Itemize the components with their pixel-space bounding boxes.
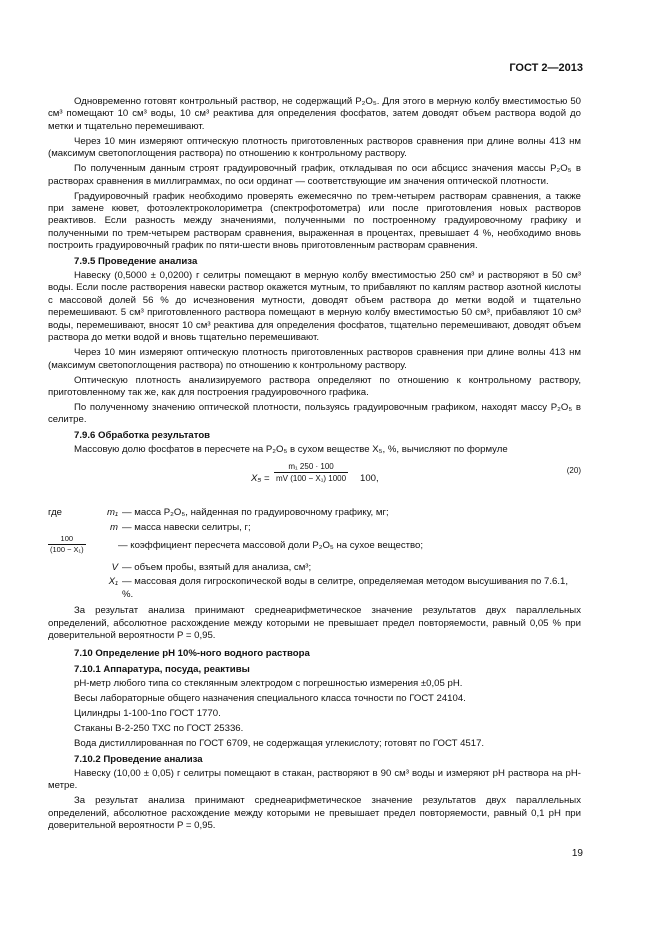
coefficient-fraction	[48, 533, 118, 560]
variable-description: — масса P₂O₅, найденная по градуировочному графику, мг;	[122, 507, 389, 519]
definition-row	[48, 576, 581, 601]
definition-row	[48, 507, 581, 519]
variable-description: — масса навески селитры, г;	[122, 521, 251, 533]
paragraph: Навеску (0,5000 ± 0,0200) г селитры помещают в мерную колбу вместимостью 250 см³ и растворяют в 50 см³ воды. Если после растворения навески раствор окажется мутным, то прибавляют по каплям раствор азотной кислоты с массовой долей 56 % до исчезновения мутности, доводят объем раствора до метки водой и тщательно перемешивают. 5 см³ приготовленного раствора помещают в мерную колбу вместимостью 50 см³, прибавляют 10 см³ воды, перемешивают, вносят 10 см³ реактива для определения фосфатов, тщательно перемешивают, доводят объем раствора до метки водой и вновь тщательно перемешивают.	[48, 270, 581, 344]
paragraph: Одновременно готовят контрольный раствор, не содержащий P₂O₅. Для этого в мерную колбу вместимостью 50 см³ помещают 10 см³ воды, 10 см³ реактива для определения фосфатов, затем доводят объем раствора водой до метки и тщательно перемешивают.	[48, 96, 581, 132]
paragraph: По полученному значению оптической плотности, пользуясь градуировочным графиком, находят массу P₂O₅ в селитре.	[48, 401, 581, 426]
section-heading: 7.10 Определение pH 10%-ного водного раствора	[74, 648, 310, 660]
paragraph: Через 10 мин измеряют оптическую плотность приготовленных растворов сравнения при длине волны 413 нм (максимум светопоглощения раствора) по отношению к контрольному раствору.	[48, 347, 581, 371]
section-heading: 7.9.6 Обработка результатов	[74, 429, 211, 441]
paragraph: Градуировочный график необходимо проверять ежемесячно по трем-четырем растворам сравнения, а также при замене кювет, фотоэлектроколориметра (спектрофотометра) или после приготовления новых растворов реактивов. Если разность между значениями, полученными по построенному градуировочному графику и полученными по трем-четырем растворам сравнения, выраженная в процентах, превышает 4 %, необходимо вновь построить градуировочный график по пяти-шести вновь приготовленным растворам сравнения.	[48, 190, 581, 252]
section-heading: 7.10.1 Аппаратура, посуда, реактивы	[74, 663, 250, 675]
variable-symbol: V	[111, 561, 118, 573]
formula-fraction	[274, 461, 348, 484]
paragraph: Оптическую плотность анализируемого раствора определяют по отношению к контрольному раствору, приготовленному так же, как для построения градуировочного графика.	[48, 374, 581, 398]
equipment-item: Стаканы В-2-250 ТХС по ГОСТ 25336.	[74, 723, 244, 735]
variable-description: — коэффициент пересчета массовой доли P₂O₅ на сухое вещество;	[118, 539, 424, 551]
equipment-item: Цилиндры 1-100-1по ГОСТ 1770.	[74, 708, 221, 720]
formula-lhs: X₅ =	[251, 473, 270, 485]
where-keyword: где	[48, 507, 63, 519]
variable-symbol: X₁	[108, 576, 118, 588]
paragraph: За результат анализа принимают среднеарифметическое значение результатов двух параллельных определений, абсолютное расхождение между которыми не превышает предел повторяемости, равный 0,1 pH при доверительной вероятности P = 0,95.	[48, 795, 581, 832]
coefficient-denominator: (100 − X₁)	[50, 544, 84, 554]
coefficient-numerator: 100	[48, 534, 86, 545]
equipment-item: Весы лабораторные общего назначения специального класса точности по ГОСТ 24104.	[74, 693, 466, 705]
paragraph: Через 10 мин измеряют оптическую плотность приготовленных растворов сравнения при длине волны 413 нм (максимум светопоглощения раствора) по отношению к контрольному раствору.	[48, 135, 581, 160]
variable-symbol: m	[110, 521, 118, 533]
variable-symbol: m₁	[106, 507, 118, 519]
section-heading: 7.10.2 Проведение анализа	[74, 753, 203, 765]
formula-denominator: mV (100 − X₁) 1000	[276, 474, 347, 484]
definition-row	[48, 522, 581, 534]
paragraph: Навеску (10,00 ± 0,05) г селитры помещают в стакан, растворяют в 90 см³ воды и измеряют pH раствора на pH-метре.	[48, 768, 581, 792]
paragraph: По полученным данным строят градуировочный график, откладывая по оси абсцисс значения массы P₂O₅ в растворах сравнения в миллиграммах, по оси ординат — соответствующие им значения оптической плотности.	[48, 163, 581, 187]
variable-description: — объем пробы, взятый для анализа, см³;	[122, 561, 312, 573]
standard-header: ГОСТ 2—2013	[509, 62, 583, 74]
page-number: 19	[571, 848, 583, 859]
document-body	[48, 96, 581, 835]
formula-20	[48, 459, 581, 503]
definition-row	[48, 533, 581, 560]
paragraph: Массовую долю фосфатов в пересчете на P₂O₅ в сухом веществе X₅, %, вычисляют по формуле	[74, 444, 508, 456]
equipment-item: pH-метр любого типа со стеклянным электродом с погрешностью измерения ±0,05 pH.	[74, 678, 463, 690]
formula-tail: 100,	[360, 473, 379, 485]
variable-definitions	[48, 507, 581, 601]
variable-description: — массовая доля гигроскопической воды в селитре, определяемая методом высушивания по 7.6.1, %.	[122, 576, 569, 600]
definition-row	[48, 562, 581, 574]
formula-numerator: m₁ 250 · 100	[274, 461, 348, 473]
equation-number: (20)	[566, 466, 581, 476]
section-heading: 7.9.5 Проведение анализа	[74, 255, 198, 267]
paragraph: За результат анализа принимают среднеарифметическое значение результатов двух параллельных определений, абсолютное расхождение между которыми не превышает предел повторяемости, равный 0,05 % при доверительной вероятности P = 0,95.	[48, 605, 581, 641]
equipment-item: Вода дистиллированная по ГОСТ 6709, не содержащая углекислоту; готовят по ГОСТ 4517.	[74, 738, 485, 750]
